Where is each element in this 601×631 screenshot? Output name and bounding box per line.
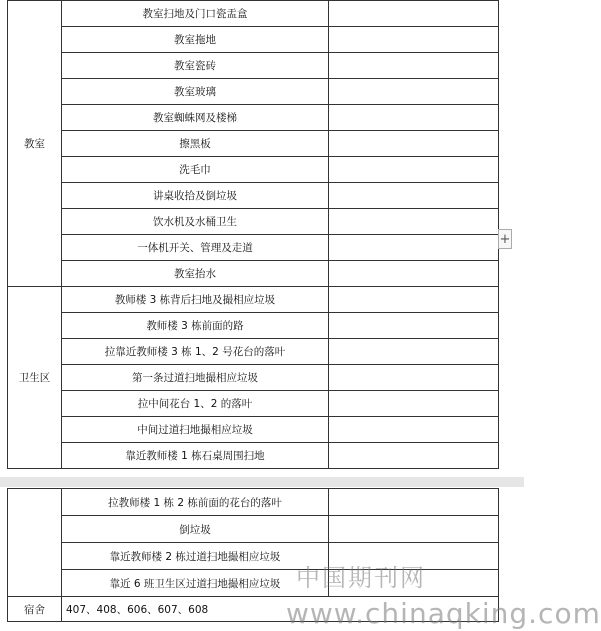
watermark-site-url: www.chinaqking.com — [286, 597, 601, 630]
task-cell: 靠近 6 班卫生区过道扫地撮相应垃圾 — [62, 570, 329, 597]
area-label-hygiene: 卫生区 — [8, 287, 62, 469]
task-cell: 教室瓷砖 — [62, 53, 329, 79]
task-cell: 教室拖地 — [62, 27, 329, 53]
table-row — [8, 235, 499, 261]
table-row — [8, 443, 499, 469]
task-cell: 饮水机及水桶卫生 — [62, 209, 329, 235]
area-label-dorm: 宿舍 — [8, 597, 62, 622]
assignee-cell — [329, 516, 499, 543]
task-cell: 拉教师楼 1 栋 2 栋前面的花台的落叶 — [62, 489, 329, 516]
task-cell: 靠近教师楼 1 栋石桌周围扫地 — [62, 443, 329, 469]
assignee-cell — [329, 235, 499, 261]
page-break-gap — [0, 477, 524, 487]
assignee-cell — [329, 313, 499, 339]
table-row — [8, 261, 499, 287]
table-row — [8, 157, 499, 183]
table-row — [8, 365, 499, 391]
area-label-classroom: 教室 — [8, 1, 62, 287]
task-cell: 教室扫地及门口瓷盂盒 — [62, 1, 329, 27]
duty-table-part-1 — [7, 0, 499, 469]
table-row — [8, 391, 499, 417]
table-row — [8, 339, 499, 365]
assignee-cell — [329, 443, 499, 469]
assignee-cell — [329, 489, 499, 516]
table-row — [8, 417, 499, 443]
table-row — [8, 131, 499, 157]
assignee-cell — [329, 105, 499, 131]
assignee-cell — [329, 131, 499, 157]
assignee-cell — [329, 183, 499, 209]
task-cell: 教师楼 3 栋前面的路 — [62, 313, 329, 339]
table-row — [8, 313, 499, 339]
task-cell: 倒垃圾 — [62, 516, 329, 543]
table-row — [8, 105, 499, 131]
assignee-cell — [329, 27, 499, 53]
table-expand-button[interactable]: + — [498, 229, 512, 249]
assignee-cell — [329, 1, 499, 27]
task-cell: 中间过道扫地撮相应垃圾 — [62, 417, 329, 443]
table-row — [8, 516, 499, 543]
watermark-site-name: 中国期刊网 — [296, 564, 426, 592]
area-label-hygiene-continued — [8, 489, 62, 597]
assignee-cell — [329, 339, 499, 365]
assignee-cell — [329, 261, 499, 287]
task-cell: 教室蜘蛛网及楼梯 — [62, 105, 329, 131]
task-cell: 靠近教师楼 2 栋过道扫地撮相应垃圾 — [62, 543, 329, 570]
task-cell: 教室玻璃 — [62, 79, 329, 105]
assignee-cell — [329, 391, 499, 417]
assignee-cell — [329, 417, 499, 443]
table-row — [8, 53, 499, 79]
assignee-cell — [329, 365, 499, 391]
table-row — [8, 27, 499, 53]
task-cell: 第一条过道扫地撮相应垃圾 — [62, 365, 329, 391]
table-row — [8, 489, 499, 516]
table-row — [8, 209, 499, 235]
task-cell: 洗毛巾 — [62, 157, 329, 183]
task-cell: 教师楼 3 栋背后扫地及撮相应垃圾 — [62, 287, 329, 313]
table-row — [8, 1, 499, 27]
table-row — [8, 287, 499, 313]
task-cell: 拉中间花台 1、2 的落叶 — [62, 391, 329, 417]
task-cell: 擦黑板 — [62, 131, 329, 157]
table-row — [8, 183, 499, 209]
task-cell: 讲桌收拾及倒垃圾 — [62, 183, 329, 209]
task-cell: 一体机开关、管理及走道 — [62, 235, 329, 261]
assignee-cell — [329, 53, 499, 79]
table-row — [8, 79, 499, 105]
assignee-cell — [329, 157, 499, 183]
task-cell: 教室抬水 — [62, 261, 329, 287]
assignee-cell — [329, 79, 499, 105]
assignee-cell — [329, 287, 499, 313]
dorm-rooms-cell: 407、408、606、607、608 — [62, 597, 499, 622]
assignee-cell — [329, 209, 499, 235]
task-cell: 拉靠近教师楼 3 栋 1、2 号花台的落叶 — [62, 339, 329, 365]
